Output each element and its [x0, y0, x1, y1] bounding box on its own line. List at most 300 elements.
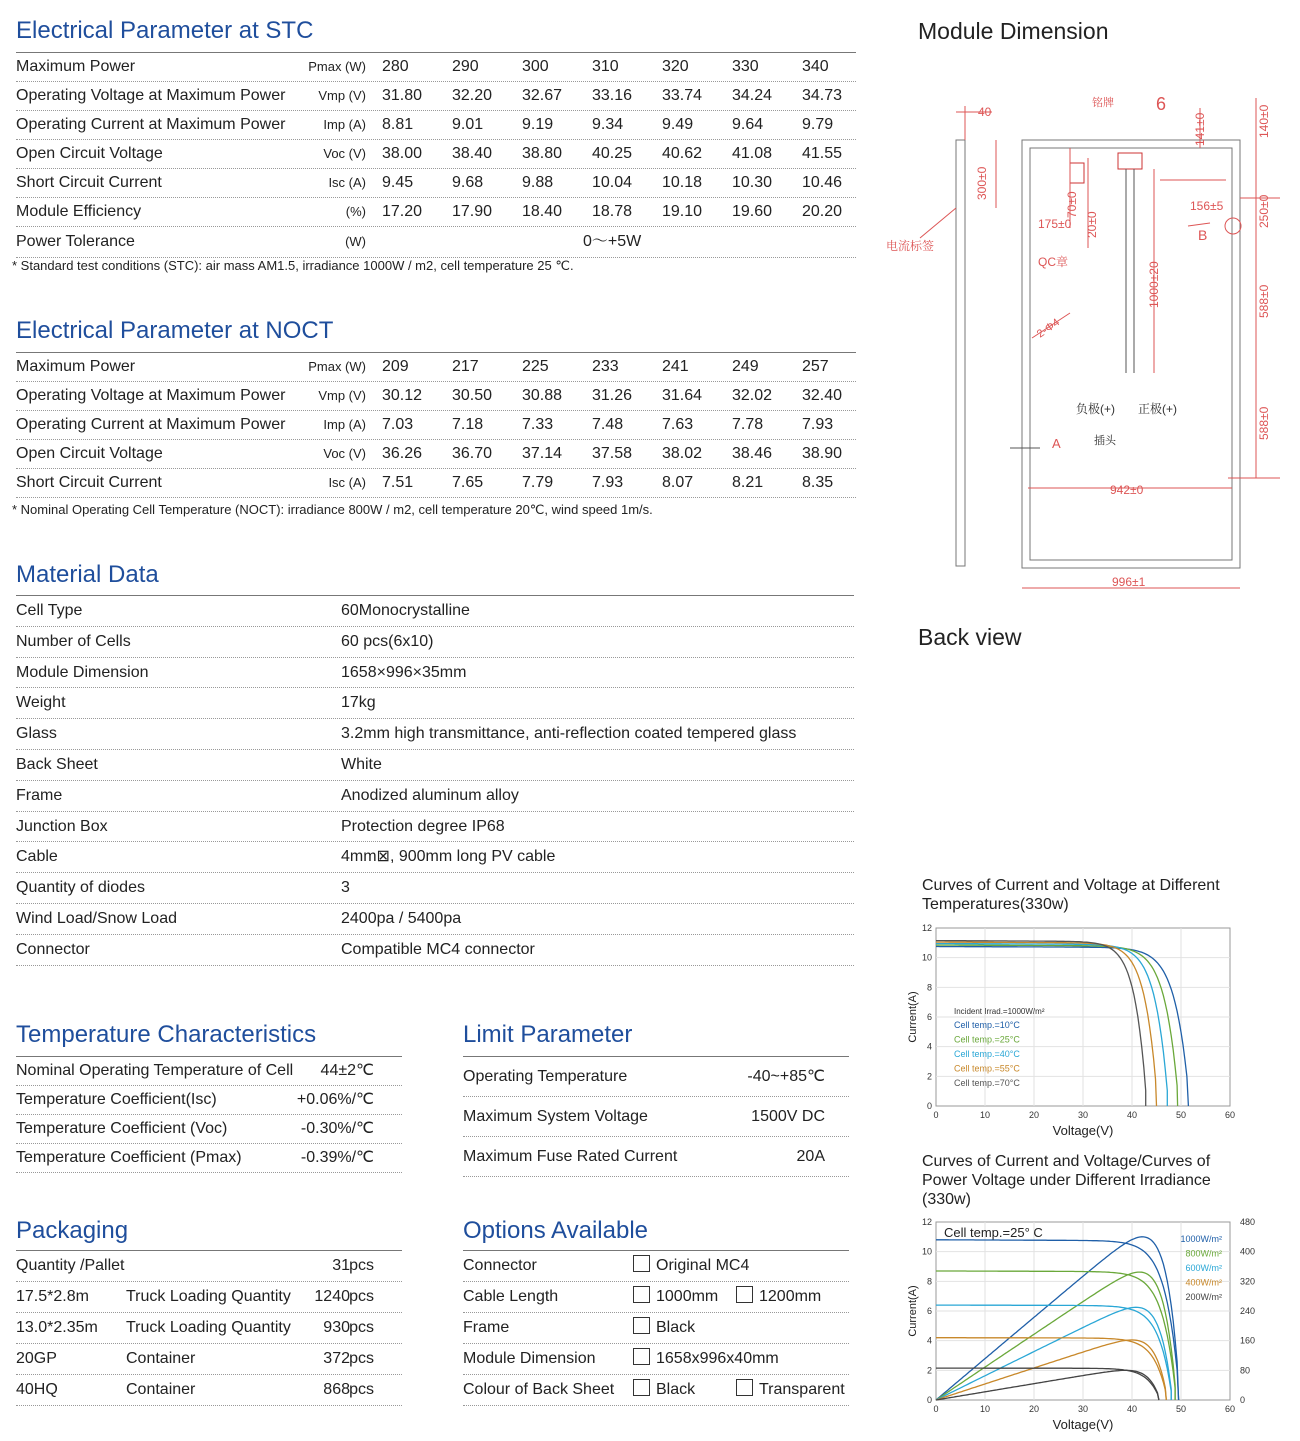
packaging-type: Container [126, 1381, 196, 1398]
param-value: 17.90 [452, 203, 493, 220]
param-value: 330 [732, 58, 759, 75]
tolerance-symbol: (W) [345, 234, 366, 249]
x-axis-label: Voltage(V) [1052, 1123, 1114, 1138]
packaging-size: 20GP [16, 1350, 57, 1367]
data-row [16, 596, 854, 627]
param-value: 30.88 [522, 387, 563, 404]
packaging-size: 13.0*2.35m [16, 1319, 98, 1336]
option-choice[interactable] [736, 1282, 821, 1312]
param-value: 7.18 [452, 416, 484, 433]
param-value: 7.03 [382, 416, 414, 433]
row-value: -0.30%/℃ [300, 1120, 374, 1137]
row-label: Junction Box [16, 817, 108, 835]
param-symbol: Isc (A) [328, 475, 366, 490]
param-value: 8.81 [382, 116, 414, 133]
row-label: Nominal Operating Temperature of Cell [16, 1062, 294, 1079]
param-value: 340 [802, 58, 829, 75]
legend-entry: Cell temp.=70°C [954, 1078, 1020, 1088]
param-value: 10.46 [802, 174, 843, 191]
param-value: 233 [592, 358, 619, 375]
option-label: Colour of Back Sheet [463, 1381, 615, 1398]
param-value: 10.04 [592, 174, 633, 191]
param-value: 7.79 [522, 474, 554, 491]
y-tick-label: 2 [926, 1071, 932, 1082]
y-axis-label: Current(A) [907, 1285, 919, 1337]
packaging-type: Truck Loading Quantity [126, 1319, 291, 1336]
y-tick-label: 0 [926, 1101, 932, 1111]
x-tick-label: 0 [933, 1110, 939, 1120]
row-label: Module Dimension [16, 663, 149, 681]
data-row [16, 1057, 402, 1086]
param-label: Operating Voltage at Maximum Power [16, 387, 286, 404]
limit-table [463, 1057, 849, 1177]
dim-A: A [1052, 436, 1061, 451]
dim-996: 996±1 [1112, 575, 1146, 589]
param-row [16, 353, 856, 382]
legend-entry: 400W/m² [1185, 1277, 1222, 1288]
pv-curve [936, 1370, 1159, 1400]
legend-entry: 600W/m² [1185, 1263, 1222, 1273]
data-row [16, 873, 854, 904]
param-value: 40.25 [592, 145, 633, 162]
temperature-table [16, 1057, 402, 1173]
param-value: 41.08 [732, 145, 773, 162]
param-row [16, 198, 856, 227]
row-label: Cable [16, 848, 58, 866]
packaging-unit: pcs [349, 1288, 374, 1305]
packaging-row [16, 1313, 402, 1344]
junction-box [1118, 153, 1142, 169]
qc-label-box [1070, 163, 1084, 183]
param-value: 34.73 [802, 87, 843, 104]
param-value: 7.51 [382, 474, 414, 491]
y-tick-label: 2 [926, 1365, 932, 1376]
param-value: 225 [522, 358, 549, 375]
noct-section [16, 314, 856, 498]
packaging-type: Container [126, 1350, 196, 1367]
param-symbol: Vmp (V) [318, 88, 366, 103]
param-value: 10.30 [732, 174, 773, 191]
y-tick-label: 0 [926, 1395, 932, 1405]
param-symbol: Voc (V) [323, 146, 366, 161]
param-value: 19.10 [662, 203, 703, 220]
param-label: Maximum Power [16, 58, 136, 75]
param-value: 34.24 [732, 87, 773, 104]
row-value: +0.06%/℃ [296, 1091, 374, 1108]
x-tick-label: 40 [1126, 1404, 1138, 1414]
dim-70: 70±0 [1065, 191, 1079, 218]
legend-entry: 200W/m² [1185, 1292, 1222, 1302]
dim-20: 20±0 [1085, 211, 1099, 238]
param-row [16, 140, 856, 169]
param-value: 40.62 [662, 145, 703, 162]
param-value: 7.48 [592, 416, 624, 433]
data-row [16, 781, 854, 812]
param-value: 8.07 [662, 474, 694, 491]
param-symbol: Pmax (W) [308, 59, 366, 74]
param-value: 31.64 [662, 387, 703, 404]
legend-entry: Cell temp.=25°C [954, 1034, 1020, 1045]
option-choice-label: Original MC4 [656, 1257, 750, 1274]
row-value: -40~+85℃ [747, 1068, 825, 1085]
row-label: Back Sheet [16, 755, 98, 773]
param-row [16, 53, 856, 82]
param-row [16, 169, 856, 198]
dim-1000: 1000±20 [1147, 261, 1161, 308]
param-value: 33.74 [662, 87, 703, 104]
option-choice[interactable] [633, 1313, 695, 1343]
param-value: 32.40 [802, 387, 843, 404]
data-row [16, 658, 854, 689]
tolerance-label: Power Tolerance [16, 233, 135, 250]
dim-175: 175±0 [1038, 217, 1072, 231]
material-table [16, 596, 854, 966]
y2-tick-label: 240 [1240, 1306, 1256, 1316]
y-tick-label: 4 [926, 1041, 932, 1052]
data-row [16, 904, 854, 935]
param-value: 7.93 [802, 416, 834, 433]
param-value: 9.34 [592, 116, 624, 133]
param-value: 9.45 [382, 174, 414, 191]
packaging-qty: 930 [323, 1319, 350, 1336]
option-label: Module Dimension [463, 1350, 596, 1367]
packaging-qty: 372 [323, 1350, 350, 1367]
data-row [16, 1115, 402, 1144]
legend-entry: Cell temp.=10°C [954, 1020, 1020, 1030]
irradiance-iv-chart [900, 1212, 1280, 1440]
x-tick-label: 60 [1224, 1404, 1236, 1414]
param-value: 310 [592, 58, 619, 75]
dim-B: B [1198, 227, 1208, 243]
row-value: 1658×996×35mm [341, 663, 467, 681]
legend-entry: Cell temp.=40°C [954, 1049, 1020, 1059]
param-label: Short Circuit Current [16, 474, 162, 491]
option-checkbox[interactable] [736, 1286, 753, 1303]
row-label: Temperature Coefficient (Voc) [16, 1120, 228, 1137]
y2-tick-label: 400 [1240, 1246, 1256, 1257]
param-value: 18.78 [592, 203, 633, 220]
param-value: 32.67 [522, 87, 563, 104]
material-section [16, 558, 854, 966]
noct-title: Electrical Parameter at NOCT [16, 317, 334, 344]
row-value: 44±2℃ [320, 1062, 374, 1079]
option-checkbox[interactable] [736, 1379, 753, 1396]
temperature-title: Temperature Characteristics [16, 1021, 317, 1048]
row-value: Protection degree IP68 [341, 817, 505, 835]
param-value: 257 [802, 358, 829, 375]
row-label: Quantity of diodes [16, 879, 145, 897]
dim-label-cn: 电流标签 [886, 239, 935, 253]
param-value: 38.02 [662, 445, 703, 462]
limit-section [463, 1018, 849, 1177]
param-value: 7.65 [452, 474, 484, 491]
param-value: 37.14 [522, 445, 563, 462]
plug-label: 插头 [1094, 435, 1116, 447]
legend-entry: Cell temp.=55°C [954, 1063, 1020, 1074]
option-checkbox[interactable] [633, 1286, 650, 1303]
option-row [463, 1251, 849, 1282]
param-value: 30.12 [382, 387, 423, 404]
param-value: 320 [662, 58, 689, 75]
x-tick-label: 50 [1175, 1110, 1187, 1120]
packaging-row [16, 1375, 402, 1406]
param-label: Module Efficiency [16, 203, 142, 220]
param-value: 31.80 [382, 87, 423, 104]
param-value: 38.80 [522, 145, 563, 162]
param-value: 20.20 [802, 203, 843, 220]
option-checkbox[interactable] [633, 1255, 650, 1272]
param-value: 9.79 [802, 116, 834, 133]
option-row [463, 1344, 849, 1375]
option-row [463, 1375, 849, 1406]
x-tick-label: 60 [1224, 1110, 1236, 1120]
stc-note: * Standard test conditions (STC): air mass AM1.5, irradiance 1000W / m2, cell temperature 25 ℃. [12, 258, 574, 273]
param-value: 241 [662, 358, 689, 375]
packaging-unit: pcs [349, 1350, 374, 1367]
packaging-unit: pcs [349, 1319, 374, 1336]
param-value: 300 [522, 58, 549, 75]
option-row [463, 1313, 849, 1344]
option-choice[interactable] [633, 1282, 718, 1312]
noct-table [16, 353, 856, 498]
legend-entry: 800W/m² [1185, 1248, 1222, 1259]
dim-300: 300±0 [975, 166, 989, 200]
row-value: -0.39%/℃ [300, 1149, 374, 1166]
param-value: 7.33 [522, 416, 554, 433]
dim-141: 141±0 [1193, 112, 1207, 146]
param-value: 280 [382, 58, 409, 75]
option-choice[interactable] [633, 1344, 779, 1374]
dim-250: 250±0 [1257, 194, 1271, 228]
param-label: Operating Voltage at Maximum Power [16, 87, 286, 104]
y2-tick-label: 320 [1240, 1276, 1256, 1287]
packaging-size: 17.5*2.8m [16, 1288, 89, 1305]
row-label: Cell Type [16, 602, 83, 619]
row-value: 17kg [341, 694, 376, 712]
data-row [16, 812, 854, 843]
packaging-size: 40HQ [16, 1381, 58, 1398]
row-value: White [341, 755, 382, 773]
option-label: Connector [463, 1257, 537, 1274]
y-tick-label: 8 [926, 982, 932, 993]
chart1-title: Curves of Current and Voltage at Different Temperatures(330w) [922, 877, 1220, 913]
param-value: 7.78 [732, 416, 764, 433]
option-choice-label: Black [656, 1381, 696, 1398]
option-checkbox[interactable] [633, 1379, 650, 1396]
y-tick-label: 8 [926, 1276, 932, 1287]
row-value: 3.2mm high transmittance, anti-reflection coated tempered glass [341, 725, 797, 743]
option-checkbox[interactable] [633, 1348, 650, 1365]
param-value: 38.46 [732, 445, 773, 462]
packaging-row [16, 1344, 402, 1375]
x-tick-label: 50 [1175, 1404, 1187, 1414]
param-value: 33.16 [592, 87, 633, 104]
packaging-type: Truck Loading Quantity [126, 1288, 291, 1305]
options-table [463, 1251, 849, 1406]
param-value: 38.90 [802, 445, 843, 462]
x-axis-label: Voltage(V) [1052, 1417, 1114, 1432]
x-tick-label: 20 [1028, 1110, 1040, 1120]
param-value: 38.00 [382, 145, 423, 162]
param-row [16, 440, 856, 469]
param-row [16, 82, 856, 111]
param-value: 217 [452, 358, 479, 375]
option-label: Frame [463, 1319, 510, 1336]
x-tick-label: 10 [979, 1110, 991, 1120]
stc-section [16, 14, 856, 258]
row-value: Compatible MC4 connector [341, 940, 535, 958]
y2-tick-label: 160 [1240, 1335, 1256, 1346]
option-choice[interactable] [736, 1375, 845, 1405]
param-row [16, 382, 856, 411]
option-choice-label: 1658x996x40mm [656, 1350, 779, 1367]
param-value: 290 [452, 58, 479, 75]
param-value: 32.20 [452, 87, 493, 104]
dim-140: 140±0 [1257, 104, 1271, 138]
param-symbol: Imp (A) [323, 117, 366, 132]
param-value: 36.70 [452, 445, 493, 462]
side-profile-frame [956, 140, 965, 566]
param-symbol: Voc (V) [323, 446, 366, 461]
packaging-qty: 868 [323, 1381, 350, 1398]
option-choice[interactable] [633, 1375, 695, 1405]
param-value: 9.19 [522, 116, 554, 133]
param-value: 8.35 [802, 474, 834, 491]
material-title: Material Data [16, 561, 159, 588]
row-label: Connector [16, 940, 90, 958]
x-tick-label: 0 [933, 1404, 939, 1414]
param-label: Open Circuit Voltage [16, 145, 163, 162]
data-row [16, 935, 854, 966]
dim-6: 6 [1156, 94, 1167, 114]
y2-tick-label: 80 [1240, 1365, 1251, 1376]
module-dimension-drawing [880, 88, 1280, 608]
y-tick-label: 6 [926, 1012, 932, 1022]
param-symbol: Imp (A) [323, 417, 366, 432]
packaging-table [16, 1251, 402, 1406]
y-tick-label: 12 [921, 923, 932, 933]
y-tick-label: 6 [926, 1306, 932, 1316]
row-value: 4mm⊠, 900mm long PV cable [341, 848, 556, 866]
stc-table [16, 53, 856, 258]
param-value: 41.55 [802, 145, 843, 162]
param-symbol: Pmax (W) [308, 359, 366, 374]
param-value: 8.21 [732, 474, 764, 491]
data-row [463, 1137, 849, 1177]
packaging-qty: 31 [332, 1257, 350, 1274]
x-tick-label: 40 [1126, 1110, 1138, 1120]
data-row [463, 1057, 849, 1097]
option-choice-label: 1200mm [759, 1288, 822, 1305]
param-value: 36.26 [382, 445, 423, 462]
option-choice-label: 1000mm [656, 1288, 719, 1305]
param-label: Short Circuit Current [16, 174, 162, 191]
param-value: 9.49 [662, 116, 694, 133]
row-label: Weight [16, 694, 66, 712]
chart2-title: Curves of Current and Voltage/Curves of Power Voltage under Different Irradiance (330w) [922, 1153, 1211, 1208]
tolerance-value: 0～+5W [583, 233, 642, 250]
chart-annotation: Cell temp.=25° C [944, 1225, 1043, 1240]
option-choice-label: Transparent [759, 1381, 845, 1398]
packaging-section [16, 1214, 402, 1406]
dim-588-b: 588±0 [1257, 406, 1271, 440]
y-tick-label: 12 [921, 1217, 932, 1227]
x-tick-label: 30 [1077, 1110, 1089, 1120]
row-label: Temperature Coefficient(Isc) [16, 1091, 217, 1108]
row-label: Number of Cells [16, 632, 131, 650]
dim-942: 942±0 [1110, 483, 1144, 497]
positive-terminal: 正极(+) [1138, 402, 1178, 416]
stc-title: Electrical Parameter at STC [16, 17, 314, 44]
x-tick-label: 20 [1028, 1404, 1040, 1414]
param-value: 17.20 [382, 203, 423, 220]
pv-curve [936, 1272, 1175, 1400]
limit-title: Limit Parameter [463, 1021, 633, 1048]
y2-tick-label: 480 [1240, 1217, 1256, 1227]
legend-header: Incident Irrad.=1000W/m² [954, 1007, 1045, 1016]
packaging-qty: 1240 [314, 1288, 350, 1305]
param-value: 19.60 [732, 203, 773, 220]
param-value: 9.01 [452, 116, 484, 133]
param-value: 7.93 [592, 474, 624, 491]
param-value: 7.63 [662, 416, 694, 433]
option-choice[interactable] [633, 1251, 749, 1281]
packaging-unit: pcs [349, 1381, 374, 1398]
param-value: 31.26 [592, 387, 633, 404]
param-value: 38.40 [452, 145, 493, 162]
packaging-row [16, 1251, 402, 1282]
dim-588-a: 588±0 [1257, 284, 1271, 318]
param-value: 249 [732, 358, 759, 375]
option-label: Cable Length [463, 1288, 559, 1305]
row-value: 20A [796, 1148, 825, 1165]
dim-top-cn: 铭牌 [1092, 97, 1114, 109]
param-value: 9.88 [522, 174, 554, 191]
negative-terminal: 负极(+) [1076, 402, 1116, 416]
packaging-size: Quantity /Pallet [16, 1257, 125, 1274]
param-value: 9.68 [452, 174, 484, 191]
tolerance-row [16, 227, 856, 258]
data-row [16, 719, 854, 750]
noct-note: * Nominal Operating Cell Temperature (NOCT): irradiance 800W / m2, cell temperature 20℃, wind speed 1m/s. [12, 502, 653, 517]
param-row [16, 111, 856, 140]
row-label: Operating Temperature [463, 1068, 628, 1085]
option-checkbox[interactable] [633, 1317, 650, 1334]
param-row [16, 411, 856, 440]
data-row [463, 1097, 849, 1137]
param-value: 18.40 [522, 203, 563, 220]
module-dimension-title: Module Dimension [918, 18, 1109, 44]
dim-qc: QC章 [1038, 255, 1069, 269]
data-row [16, 1144, 402, 1173]
y-tick-label: 4 [926, 1335, 932, 1346]
row-label: Frame [16, 786, 63, 804]
dim-40: 40 [978, 105, 992, 119]
y-axis-label: Current(A) [907, 991, 919, 1043]
row-value: 1500V DC [751, 1108, 825, 1125]
param-label: Operating Current at Maximum Power [16, 416, 286, 433]
param-value: 37.58 [592, 445, 633, 462]
y-tick-label: 10 [921, 1246, 932, 1257]
param-symbol: Vmp (V) [318, 388, 366, 403]
y2-tick-label: 0 [1240, 1395, 1246, 1405]
param-value: 9.64 [732, 116, 764, 133]
data-row [16, 842, 854, 873]
options-section [463, 1214, 849, 1406]
packaging-unit: pcs [349, 1257, 374, 1274]
param-value: 10.18 [662, 174, 703, 191]
x-tick-label: 10 [979, 1404, 991, 1414]
